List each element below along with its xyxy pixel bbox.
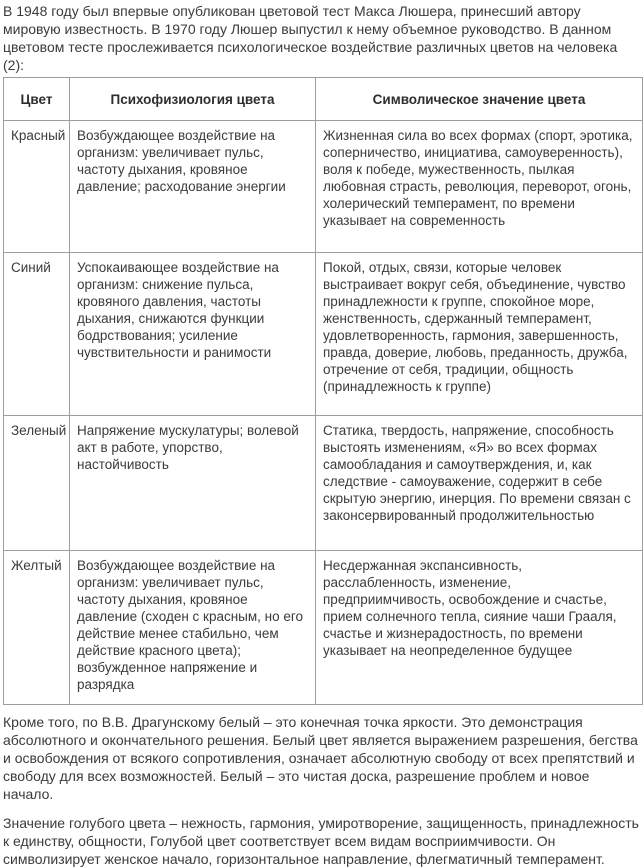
table-row-yellow [4,551,643,705]
symbolic-meaning-cell: Статика, твердость, напряжение, способность выстоять изменениям, «Я» во всех формах самообладания и самоутверждения, и, как следствие - самоуважение, содержит в себе скрытую энергию, инерция. По времени связан с законсервированный продолжительностью [316,416,643,551]
psychophysiology-cell: Возбуждающее воздействие на организм: увеличивает пульс, частоту дыхания, кровяное давление; расходование энергии [70,121,316,253]
luscher-color-table [3,77,643,705]
psychophysiology-cell: Напряжение мускулатуры; волевой акт в работе, упорство, настойчивость [70,416,316,551]
color-name-cell: Зеленый [4,416,70,551]
header-color: Цвет [4,78,70,121]
color-name-cell: Красный [4,121,70,253]
symbolic-meaning-cell: Жизненная сила во всех формах (спорт, эротика, соперничество, инициатива, самоуверенность), воля к победе, мужественность, пылкая любовная страсть, революция, переворот, огонь, холерический темперамент, по времени указывает на современность [316,121,643,253]
color-name-cell: Синий [4,253,70,416]
header-symbolic-meaning: Символическое значение цвета [316,78,643,121]
psychophysiology-cell: Успокаивающее воздействие на организм: снижение пульса, кровяного давления, частоты дыхания, снижаются функции бодрствования; усиление чувствительности и ранимости [70,253,316,416]
table-row-green [4,416,643,551]
table-row-red [4,121,643,253]
intro-paragraph: В 1948 году был впервые опубликован цветовой тест Макса Люшера, принесший автору мировую известность. В 1970 году Люшер выпустил к нему объемное руководство. В данном цветовом тесте прослеживается психологическое воздействие различных цветов на человека (2): [3,3,618,73]
header-psychophysiology: Психофизиология цвета [70,78,316,121]
light-blue-color-paragraph: Значение голубого цвета – нежность, гармония, умиротворение, защищенность, принадлежность к единству, общности, Голубой цвет соответствует всем видам восприимчивости. Он символизирует женское начало, горизонтальное направление, флегматичный темперамент. [3,815,639,867]
white-color-paragraph: Кроме того, по В.В. Драгунскому белый – это конечная точка яркости. Это демонстрация абсолютного и окончательного решения. Белый цвет является выражением разрешения, бегства и освобождения от всякого сопротивления, означает абсолютную свободу от всех препятствий и свободу для всех возможностей. Белый – это чистая доска, разрешение проблем и новое начало. [3,714,638,802]
symbolic-meaning-cell: Несдержанная экспансивность, расслабленность, изменение, предприимчивость, освобождение и счастье, прием солнечного тепла, сияние чаши Грааля, счастье и жизнерадостность, по времени указывает на неопределенное будущее [316,551,643,705]
psychophysiology-cell: Возбуждающее воздействие на организм: увеличивает пульс, частоту дыхания, кровяное давление (сходен с красным, но его действие менее стабильно, чем действие красного цвета); возбужденное напряжение и разрядка [70,551,316,705]
symbolic-meaning-cell: Покой, отдых, связи, которые человек выстраивает вокруг себя, объединение, чувство принадлежности к группе, спокойное море, женственность, сдержанный темперамент, удовлетворенность, гармония, завершенность, правда, доверие, любовь, преданность, дружба, отречение от себя, традиции, общность (принадлежность к группе) [316,253,643,416]
table-row-blue [4,253,643,416]
color-name-cell: Желтый [4,551,70,705]
table-header-row [4,78,643,121]
